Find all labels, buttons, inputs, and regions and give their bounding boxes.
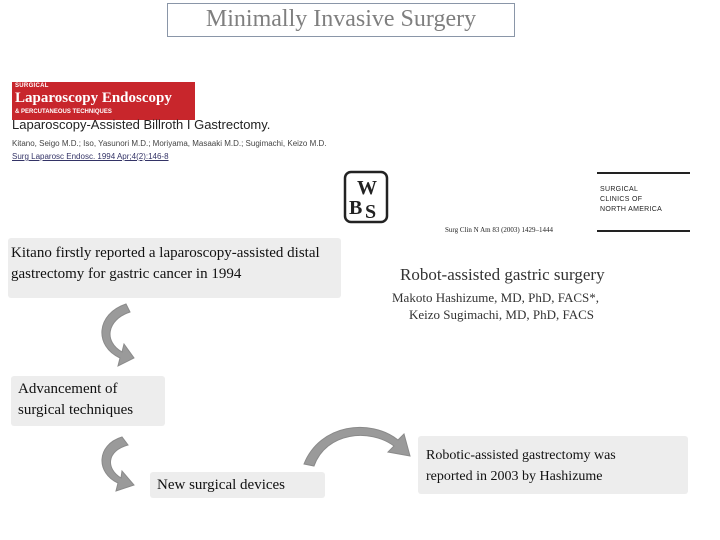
journal-banner: [12, 82, 195, 120]
robotic-box-line-2: reported in 2003 by Hashizume: [426, 469, 603, 484]
curved-arrow-icon: [300, 420, 420, 470]
kitano-paper-citation[interactable]: Surg Laparosc Endosc. 1994 Apr;4(2):146-8: [12, 152, 169, 161]
robot-paper-authors-2: Keizo Sugimachi, MD, PhD, FACS: [409, 307, 595, 322]
curved-arrow-icon: [92, 435, 138, 495]
journal-banner-title: Laparoscopy Endoscopy: [15, 90, 172, 106]
clinics-line-3: NORTH AMERICA: [600, 206, 663, 213]
kitano-paper-authors: Kitano, Seigo M.D.; Iso, Yasunori M.D.; Moriyama, Masaaki M.D.; Sugimachi, Keizo M.D.: [12, 139, 327, 148]
robotic-box: [418, 436, 688, 494]
wbs-logo-letter-s: S: [365, 201, 377, 223]
journal-banner-subtitle: & PERCUTANEOUS TECHNIQUES: [15, 109, 112, 115]
title-box: [167, 3, 515, 37]
clinics-line-1: SURGICAL: [600, 186, 639, 193]
kitano-note-box: Kitano firstly reported a laparoscopy-assisted distal gastrectomy for gastric cancer in 1994: [8, 238, 341, 298]
clinics-rule-bottom: [597, 230, 690, 232]
clinics-citation: Surg Clin N Am 83 (2003) 1429–1444: [445, 226, 553, 234]
robotic-box-line-1: Robotic-assisted gastrectomy was: [426, 448, 616, 463]
wbs-logo-letter-w: W: [357, 177, 377, 199]
kitano-paper-title: Laparoscopy-Assisted Billroth I Gastrectomy.: [12, 117, 271, 132]
wbs-logo-letter-b: B: [349, 197, 363, 219]
advancement-box: Advancement of surgical techniques: [11, 376, 165, 426]
clinics-rule-top: [597, 172, 690, 174]
devices-box: New surgical devices: [150, 472, 325, 498]
robot-paper-title: Robot-assisted gastric surgery: [400, 265, 605, 284]
journal-banner-small: SURGICAL: [15, 83, 49, 89]
wbs-logo: [343, 170, 389, 224]
clinics-line-2: CLINICS OF: [600, 196, 643, 203]
curved-arrow-icon: [90, 300, 140, 378]
robot-paper-authors-1: Makoto Hashizume, MD, PhD, FACS*,: [392, 290, 600, 305]
page-title: Minimally Invasive Surgery: [205, 6, 477, 32]
